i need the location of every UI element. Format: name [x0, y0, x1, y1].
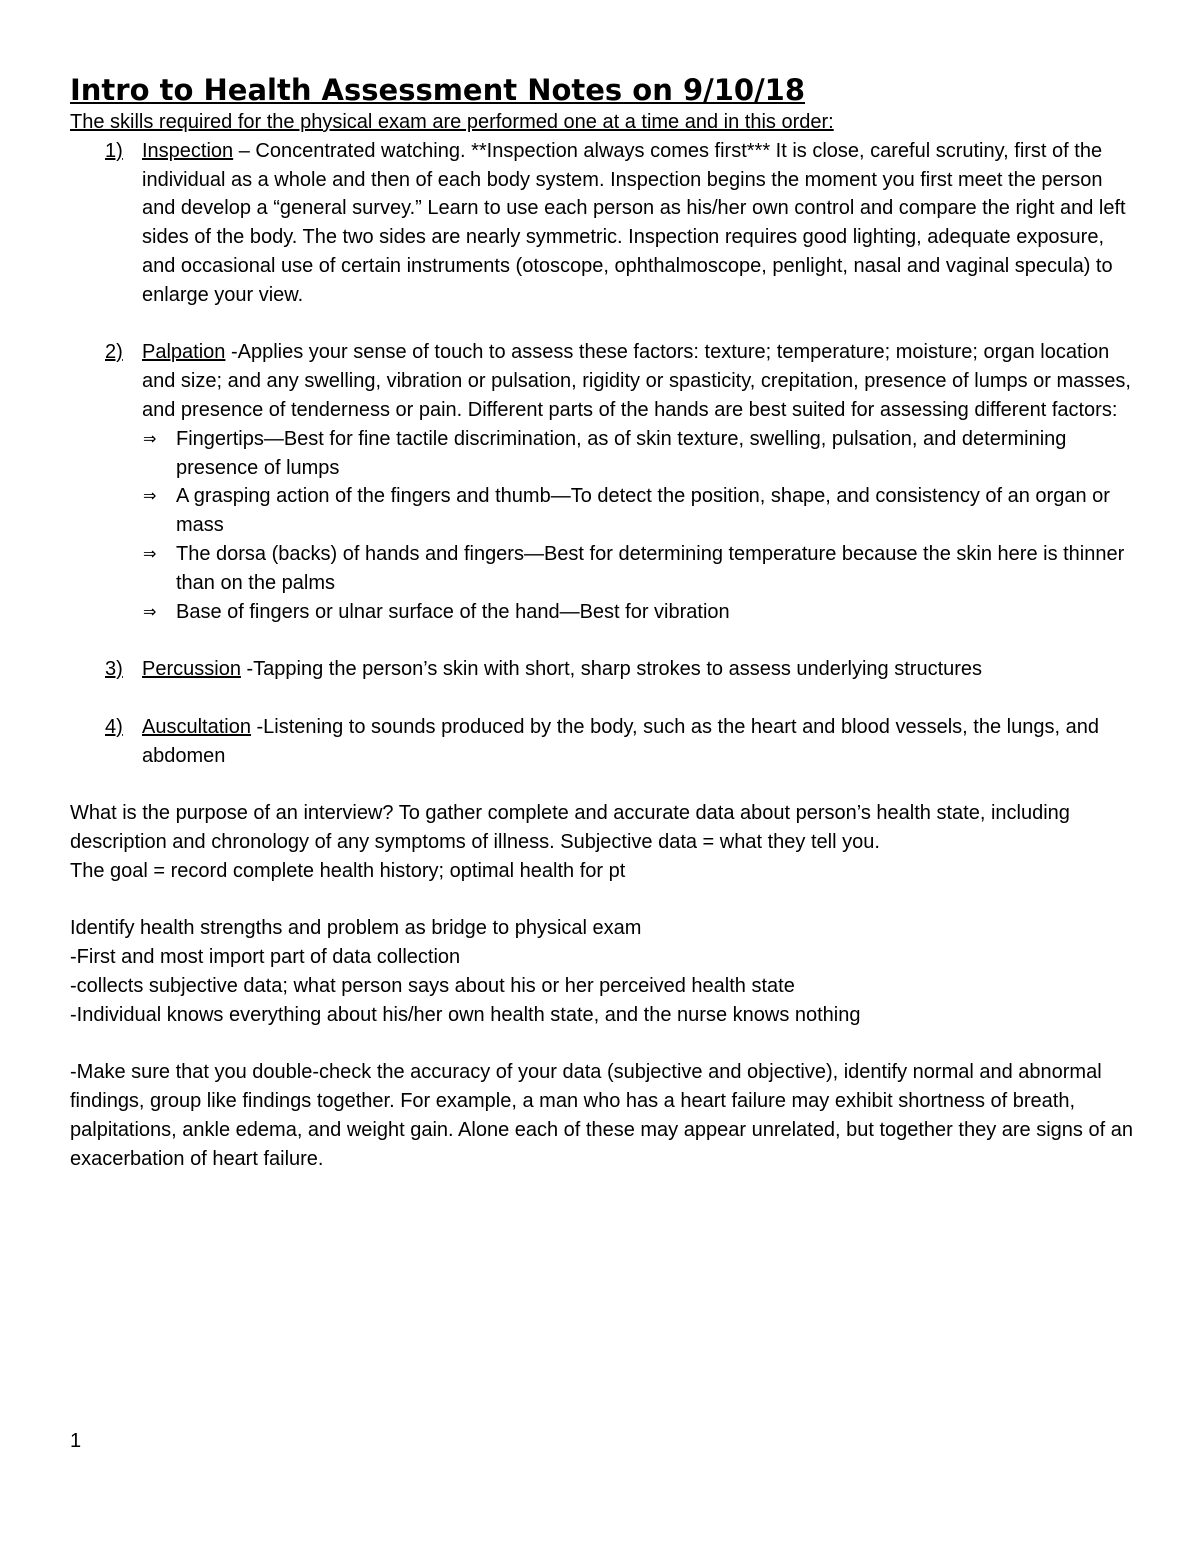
- skill-text: -Tapping the person’s skin with short, sharp strokes to assess underlying structures: [240, 658, 983, 681]
- bullet-text: The dorsa (backs) of hands and fingers—Best for determining temperature because the skin here is thinner than on the palms: [176, 542, 1125, 594]
- skill-term: Inspection: [142, 139, 234, 162]
- bullet-text: Fingertips—Best for fine tactile discrimination, as of skin texture, swelling, pulsation, and determining presence of lumps: [176, 427, 1067, 479]
- bullet-item: [70, 482, 1140, 540]
- bullet-item: [70, 598, 1140, 627]
- bullet-text: A grasping action of the fingers and thumb—To detect the position, shape, and consistency of an organ or mass: [176, 485, 1110, 537]
- bullet-text: Base of fingers or ulnar surface of the hand—Best for vibration: [176, 600, 730, 623]
- skill-term: Percussion: [142, 658, 241, 681]
- closing-paragraph: -Make sure that you double-check the accuracy of your data (subjective and objective), identify normal and abnormal findings, group like findings together. For example, a man who has a heart failure may exhibit shortness of breath, palpitations, ankle edema, and weight gain. Alone each of these may appear unrelated, but together they are signs of an exacerbation of heart failure.: [70, 1061, 1133, 1170]
- interview-paragraph: What is the purpose of an interview? To gather complete and accurate data about person’s health state, including description and chronology of any symptoms of illness. Subjective data = what they tell you.: [70, 802, 1070, 853]
- bullet-item: [70, 425, 1140, 483]
- skill-number: 3): [105, 658, 123, 681]
- skill-number: 1): [105, 139, 123, 162]
- identify-line: -collects subjective data; what person says about his or her perceived health state: [70, 974, 795, 997]
- bullet-item: [70, 540, 1140, 598]
- skill-term: Palpation: [142, 341, 226, 364]
- arrow-icon: ⇒: [143, 428, 157, 448]
- subtitle: The skills required for the physical exam are performed one at a time and in this order:: [70, 111, 834, 133]
- identify-line: Identify health strengths and problem as bridge to physical exam: [70, 917, 642, 940]
- identify-line: -First and most import part of data collection: [70, 946, 461, 969]
- skill-item-palpation: [70, 338, 1140, 424]
- skill-item-auscultation: [70, 713, 1140, 771]
- skill-term: Auscultation: [142, 715, 251, 738]
- page-number: 1: [70, 1430, 82, 1452]
- goal-line: The goal = record complete health history; optimal health for pt: [70, 859, 626, 882]
- arrow-icon: ⇒: [143, 601, 157, 621]
- skill-text: -Applies your sense of touch to assess these factors: texture; temperature; moisture; organ location and size; and any swelling, vibration or pulsation, rigidity or spasticity, crepitation, presence of lumps or masses, and presence of tenderness or pain. Different parts of the hands are best suited for assessing different factors:: [142, 341, 1131, 421]
- skill-number: 2): [105, 341, 123, 364]
- skill-text: -Listening to sounds produced by the body, such as the heart and blood vessels, the lungs, and abdomen: [142, 715, 1099, 767]
- arrow-icon: ⇒: [143, 543, 157, 563]
- skill-item-inspection: [70, 137, 1140, 310]
- arrow-icon: ⇒: [143, 486, 157, 506]
- document-page: [70, 72, 1140, 1173]
- skill-item-percussion: [70, 655, 1140, 684]
- skill-text: – Concentrated watching. **Inspection always comes first*** It is close, careful scrutiny, first of the individual as a whole and then of each body system. Inspection begins the moment you first meet the person and develop a “general survey.” Learn to use each person as his/her own control and compare the right and left sides of the body. The two sides are nearly symmetric. Inspection requires good lighting, adequate exposure, and occasional use of certain instruments (otoscope, ophthalmoscope, penlight, nasal and vaginal specula) to enlarge your view.: [142, 139, 1126, 306]
- skill-number: 4): [105, 715, 123, 738]
- identify-line: -Individual knows everything about his/her own health state, and the nurse knows nothing: [70, 1003, 861, 1026]
- page-title: Intro to Health Assessment Notes on 9/10/18: [70, 73, 806, 107]
